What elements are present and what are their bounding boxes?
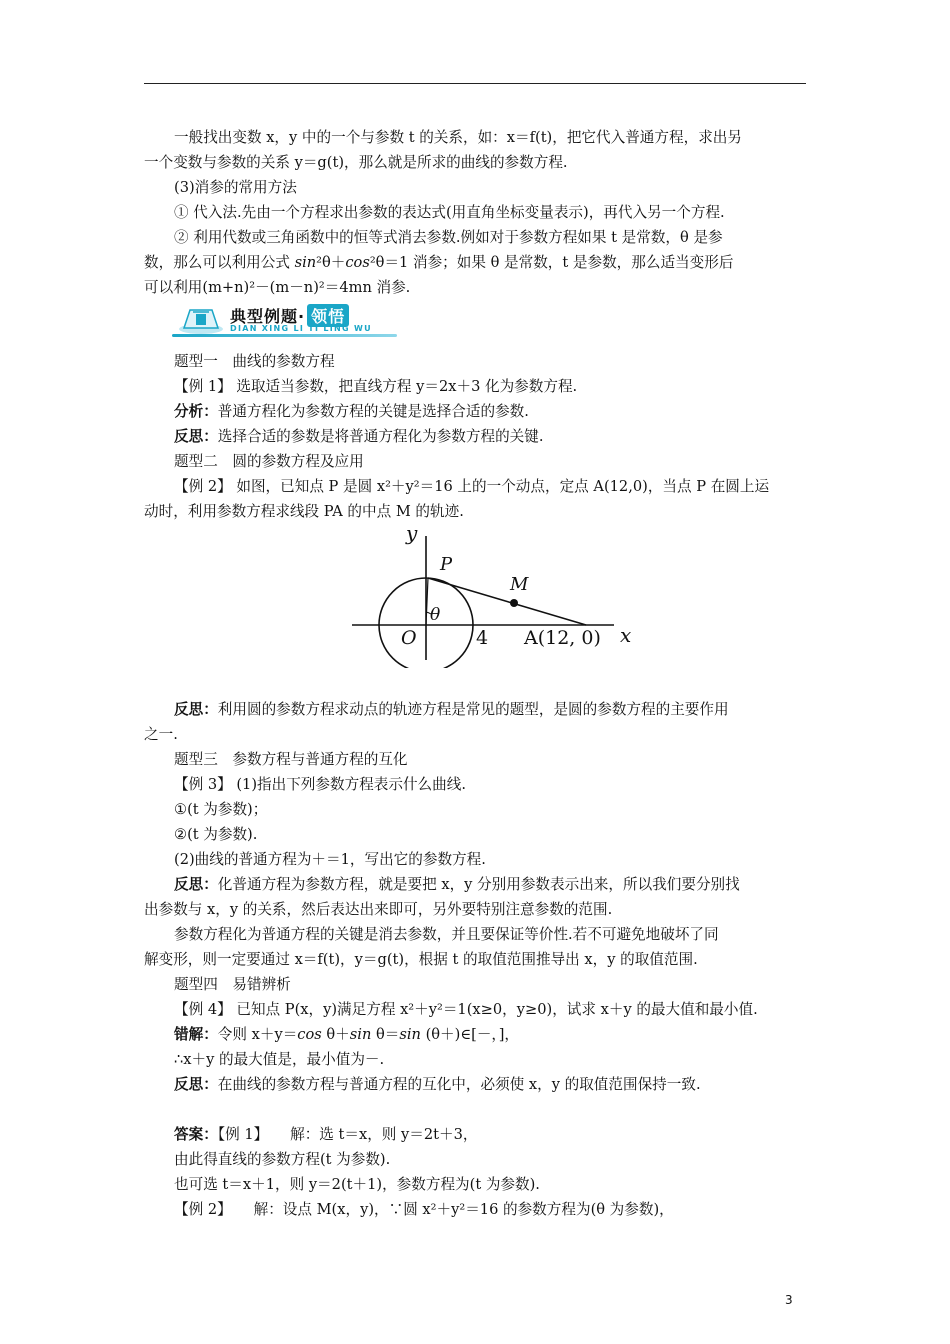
math-cos: cos bbox=[297, 1026, 322, 1043]
example-label: 【例 4】 bbox=[174, 1001, 232, 1018]
reflection-label: 反思： bbox=[174, 1076, 218, 1093]
example-line bbox=[174, 775, 808, 795]
list-item: ②(t 为参数). bbox=[174, 826, 258, 843]
point-m bbox=[510, 599, 518, 607]
reflection-label: 反思： bbox=[174, 701, 218, 718]
section-heading: 题型四 易错辨析 bbox=[174, 976, 291, 993]
math-sin: sin bbox=[349, 1026, 372, 1043]
reflection-text: 化普通方程为参数方程，就是要把 x，y 分别用参数表示出来，所以我们要分别找 bbox=[217, 876, 740, 893]
point-a-label: A(12, 0) bbox=[524, 627, 601, 649]
segment-pa bbox=[428, 578, 586, 625]
p-label: P bbox=[440, 554, 453, 575]
example-label: 【例 1】 bbox=[217, 1126, 261, 1143]
paragraph-line: 一般找出变数 x，y 中的一个与参数 t 的关系，如：x＝f(t)，把它代入普通方程，求出另 bbox=[174, 129, 742, 146]
analysis-label: 分析： bbox=[174, 403, 218, 420]
paragraph-line: (3)消参的常用方法 bbox=[174, 179, 297, 196]
reflection-line: 出参数与 x，y 的关系，然后表达出来即可，另外要特别注意参数的范围. bbox=[144, 901, 613, 918]
banner-title-text: 典型例题 bbox=[230, 307, 299, 326]
reflection-line bbox=[174, 875, 808, 895]
list-item: ①(t 为参数)； bbox=[174, 801, 268, 818]
answer-line: 由此得直线的参数方程(t 为参数). bbox=[174, 1151, 391, 1168]
reflection-label: 反思： bbox=[174, 876, 218, 893]
analysis-text: 普通方程化为参数方程的关键是选择合适的参数. bbox=[217, 403, 529, 420]
wrong-solution-line bbox=[174, 1025, 808, 1045]
answer-line bbox=[174, 1200, 808, 1220]
example-label: 【例 2】 bbox=[174, 478, 232, 495]
paragraph-line: ∴x＋y 的最大值是，最小值为－. bbox=[174, 1051, 385, 1068]
origin-label: O bbox=[401, 627, 417, 649]
text-span: (θ＋)∈[－，]， bbox=[420, 1026, 520, 1043]
analysis-line bbox=[174, 402, 808, 422]
answer-line: 也可选 t＝x＋1，则 y＝2(t＋1)，参数方程为(t 为参数). bbox=[174, 1176, 540, 1193]
example-label: 【例 2】 bbox=[174, 1201, 225, 1218]
section-heading: 题型二 圆的参数方程及应用 bbox=[174, 453, 364, 470]
paragraph-line bbox=[144, 253, 808, 273]
reflection-text: 在曲线的参数方程与普通方程的互化中，必须使 x，y 的取值范围保持一致. bbox=[217, 1076, 701, 1093]
text-span: ²θ＋ bbox=[316, 254, 346, 271]
header-rule bbox=[144, 83, 806, 84]
math-sin: sin bbox=[294, 254, 317, 271]
four-label: 4 bbox=[476, 627, 489, 649]
example-text: 如图，已知点 P 是圆 x²＋y²＝16 上的一个动点，定点 A(12,0)，当点 P 在圆上运 bbox=[231, 478, 770, 495]
example-line bbox=[174, 377, 808, 397]
reflection-line bbox=[174, 427, 808, 447]
example-text: (1)指出下列参数方程表示什么曲线. bbox=[231, 776, 466, 793]
banner-underline bbox=[172, 334, 397, 337]
banner-pinyin: DIAN XING LI TI LING WU bbox=[230, 324, 372, 333]
answer-line bbox=[174, 1125, 808, 1145]
example-label: 【例 1】 bbox=[174, 378, 232, 395]
paragraph-line: 参数方程化为普通方程的关键是消去参数，并且要保证等价性.若不可避免地破坏了同 bbox=[174, 926, 719, 943]
m-label: M bbox=[510, 574, 529, 595]
reflection-label: 反思： bbox=[174, 428, 218, 445]
answer-text: 解：设点 M(x，y)，∵圆 x²＋y²＝16 的参数方程为(θ 为参数)， bbox=[224, 1201, 674, 1218]
paragraph-line: 一个变数与参数的关系 y＝g(t)，那么就是所求的曲线的参数方程. bbox=[144, 154, 568, 171]
paragraph-line: ② 利用代数或三角函数中的恒等式消去参数.例如对于参数方程如果 t 是常数，θ 是参 bbox=[174, 229, 723, 246]
banner-highlight: 领悟 bbox=[307, 304, 349, 327]
wrong-solution-label: 错解： bbox=[174, 1026, 218, 1043]
example-label: 【例 3】 bbox=[174, 776, 232, 793]
math-sin: sin bbox=[399, 1026, 421, 1043]
x-label: x bbox=[620, 623, 632, 647]
example-line bbox=[174, 477, 808, 497]
reflection-text: 选择合适的参数是将普通方程化为参数方程的关键. bbox=[217, 428, 544, 445]
banner-dot: · bbox=[298, 307, 306, 326]
answer-label: 答案： bbox=[174, 1126, 218, 1143]
text-span: θ＝ bbox=[371, 1026, 400, 1043]
reflection-text: 利用圆的参数方程求动点的轨迹方程是常见的题型，是圆的参数方程的主要作用 bbox=[217, 701, 729, 718]
paragraph-line: ① 代入法.先由一个方程求出参数的表达式(用直角坐标变量表示)，再代入另一个方程. bbox=[174, 204, 725, 221]
math-cos: cos bbox=[345, 254, 370, 271]
reflection-line: 之一. bbox=[144, 726, 178, 743]
section-heading: 题型一 曲线的参数方程 bbox=[174, 353, 335, 370]
book-icon bbox=[176, 304, 226, 334]
reflection-line bbox=[174, 700, 808, 720]
reflection-line bbox=[174, 1075, 808, 1095]
paragraph-line: 解变形，则一定要通过 x＝f(t)，y＝g(t)，根据 t 的取值范围推导出 x，y 的取值范围. bbox=[144, 951, 698, 968]
text-span: 令则 x＋y＝ bbox=[217, 1026, 298, 1043]
example-line: (2)曲线的普通方程为＋＝1，写出它的参数方程. bbox=[174, 851, 486, 868]
example-line bbox=[174, 1000, 808, 1020]
example-text: 已知点 P(x，y)满足方程 x²＋y²＝1(x≥0，y≥0)，试求 x＋y 的最大值和最小值. bbox=[231, 1001, 758, 1018]
section-banner bbox=[172, 304, 397, 336]
paragraph-line: 可以利用(m+n)²－(m－n)²＝4mn 消参. bbox=[144, 279, 411, 296]
answer-text: 解：选 t＝x，则 y＝2t＋3， bbox=[260, 1126, 478, 1143]
text-span: θ＋ bbox=[321, 1026, 350, 1043]
text-span: ²θ＝1 消参；如果 θ 是常数，t 是参数，那么适当变形后 bbox=[369, 254, 734, 271]
y-label: y bbox=[406, 521, 418, 545]
theta-label: θ bbox=[430, 605, 441, 625]
example-text: 选取适当参数，把直线方程 y＝2x＋3 化为参数方程. bbox=[231, 378, 578, 395]
circle-diagram bbox=[348, 518, 640, 668]
page-number: 3 bbox=[785, 1293, 793, 1307]
example-line: 动时，利用参数方程求线段 PA 的中点 M 的轨迹. bbox=[144, 503, 464, 520]
section-heading: 题型三 参数方程与普通方程的互化 bbox=[174, 751, 408, 768]
text-span: 数，那么可以利用公式 bbox=[144, 254, 295, 271]
